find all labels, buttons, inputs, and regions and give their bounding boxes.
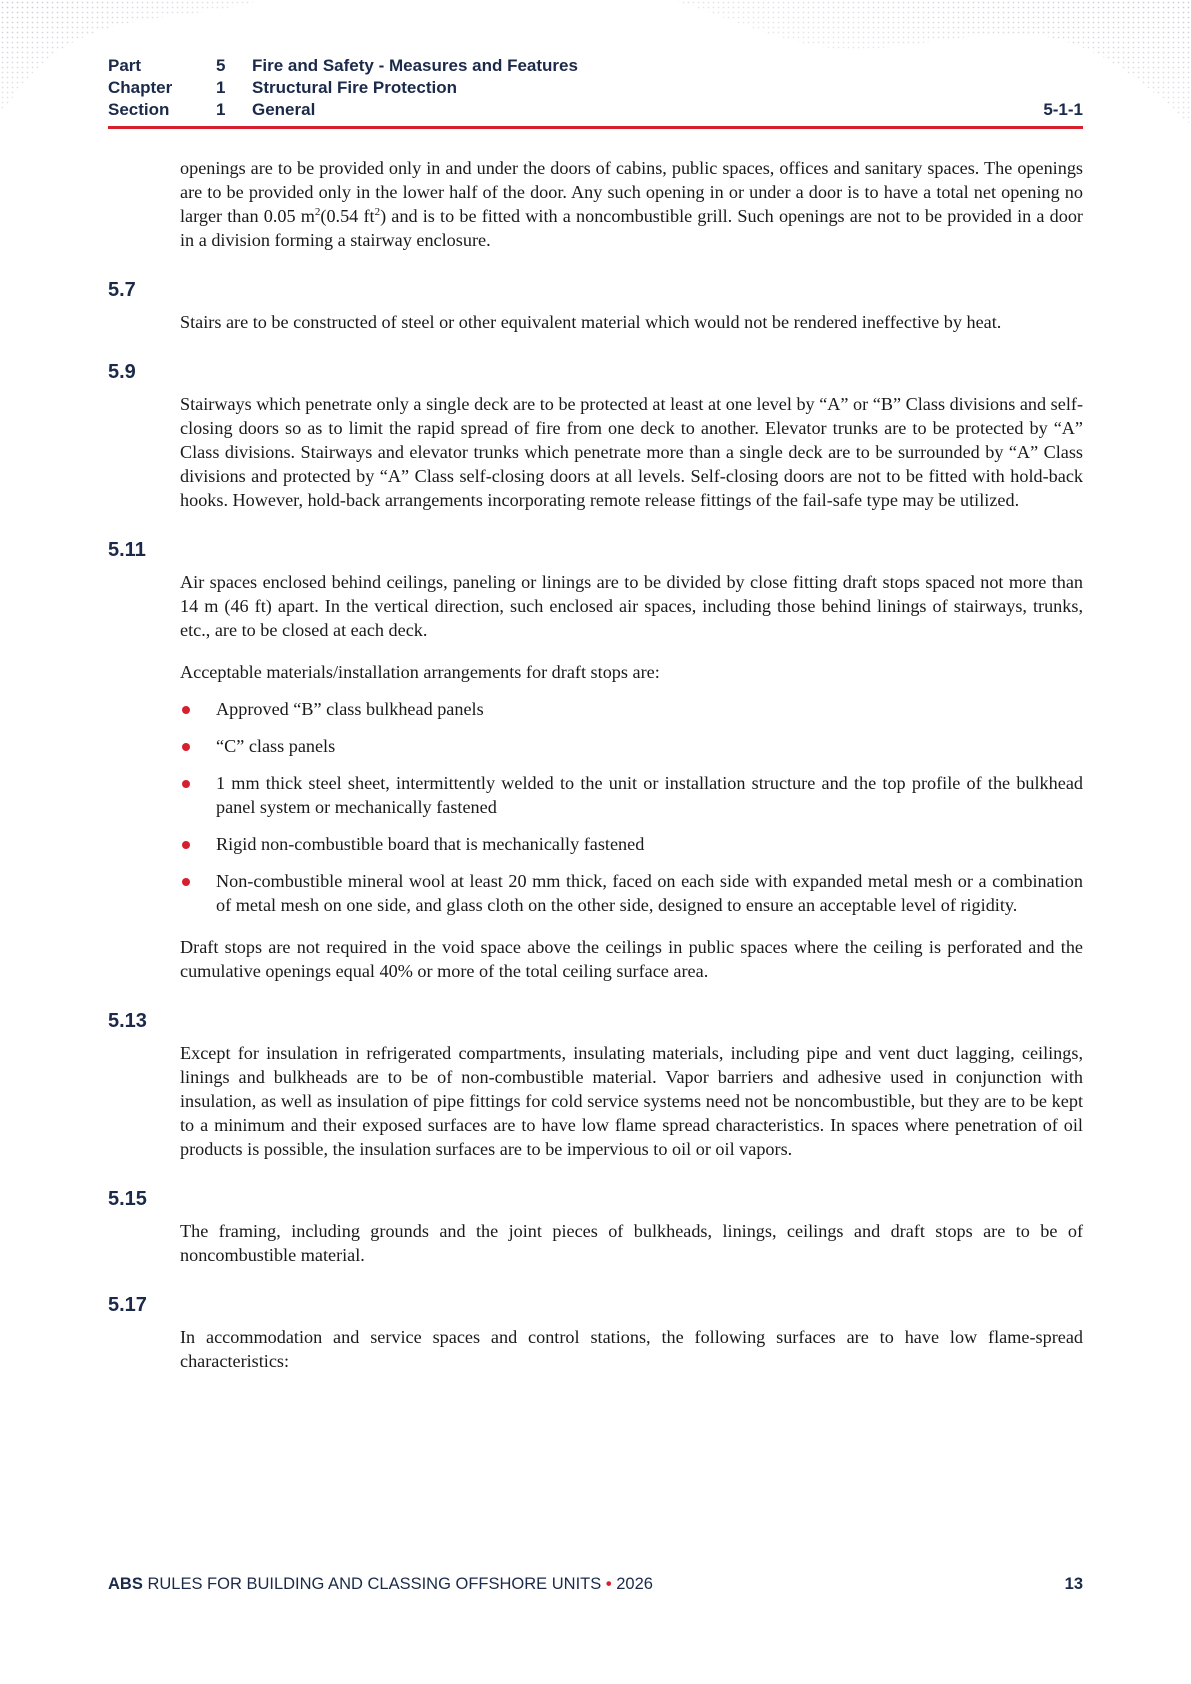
bullet-icon xyxy=(182,780,190,788)
page-number: 13 xyxy=(1064,1575,1083,1593)
chapter-title: Structural Fire Protection xyxy=(252,78,457,97)
bullet-icon xyxy=(182,706,190,714)
section-number: 1 xyxy=(216,100,226,119)
section-paragraph: Draft stops are not required in the void space above the ceilings in public spaces where the ceiling is perforated and the cumulative openings equal 40% or more of the total ceiling surface area. xyxy=(180,937,1083,981)
chapter-label: Chapter xyxy=(108,78,173,97)
bullet-icon xyxy=(182,841,190,849)
section-paragraph: Air spaces enclosed behind ceilings, paneling or linings are to be divided by close fitting draft stops spaced not more than 14 m (46 ft) apart. In the vertical direction, such enclosed air spaces, including those behind linings of stairways, trunks, etc., are to be closed at each deck. xyxy=(180,572,1083,640)
header-part-row xyxy=(108,55,1083,77)
section-paragraph: In accommodation and service spaces and control stations, the following surfaces are to have low flame-spread characteristics: xyxy=(180,1327,1083,1371)
section-5-17 xyxy=(108,1293,1083,1373)
section-paragraph: Except for insulation in refrigerated compartments, insulating materials, including pipe and vent duct lagging, ceilings, linings and bulkheads are to be of non-combustible material. Vapor barriers and adhesive used in conjunction with insulation, as well as insulation of pipe fittings for cold service systems need not be noncombustible, but they are to be kept to a minimum and their exposed surfaces are to have low flame spread characteristics. In spaces where penetration of oil products is possible, the insulation surfaces are to be impervious to oil or oil vapors. xyxy=(180,1043,1083,1159)
section-heading: 5.13 xyxy=(108,1010,147,1032)
section-paragraph: Stairs are to be constructed of steel or other equivalent material which would not be rendered ineffective by heat. xyxy=(180,312,1002,332)
intro-paragraph: openings are to be provided only in and under the doors of cabins, public spaces, offices and sanitary spaces. The openings are to be provided only in the lower half of the door. Any such opening in or under a door is to have a total net opening no larger than 0.05 $m^2(0.54$ $ft^2$) and is to be fitted with a noncombustible grill. Such openings are not to be provided in a door in a division forming a stairway enclosure. xyxy=(180,158,1083,250)
footer-brand: ABS xyxy=(108,1575,143,1593)
section-5-15 xyxy=(108,1187,1083,1267)
section-5-9 xyxy=(108,360,1083,512)
list-item: 1 mm thick steel sheet, intermittently welded to the unit or installation structure and the top profile of the bulkhead panel system or mechanically fastened xyxy=(180,771,1083,819)
draft-stop-list xyxy=(180,697,1083,917)
section-label: Section xyxy=(108,100,170,119)
main-content xyxy=(108,156,1083,1373)
header-divider xyxy=(108,126,1083,129)
part-number: 5 xyxy=(216,56,226,75)
part-label: Part xyxy=(108,56,142,75)
section-heading: 5.7 xyxy=(108,279,136,301)
section-heading: 5.17 xyxy=(108,1294,147,1316)
section-reference: 5-1-1 xyxy=(1043,100,1083,119)
section-5-11 xyxy=(108,538,1083,983)
section-paragraph: Stairways which penetrate only a single deck are to be protected at least at one level by “A” or “B” Class divisions and self-closing doors so as to limit the rapid spread of fire from one deck to another. Elevator trunks are to be protected by “A” Class divisions. Stairways and elevator trunks which penetrate more than a single deck are to be surrounded by “A” Class divisions and protected by “A” Class self-closing doors at all levels. Self-closing doors are not to be fitted with hold-back hooks. However, hold-back arrangements incorporating remote release fittings of the fail-safe type may be utilized. xyxy=(180,394,1083,510)
header-section-row xyxy=(108,99,1083,121)
section-heading: 5.11 xyxy=(108,539,146,561)
bullet-icon xyxy=(182,878,190,886)
footer-title: RULES FOR BUILDING AND CLASSING OFFSHORE UNITS xyxy=(147,1575,602,1593)
footer-year: 2026 xyxy=(616,1575,653,1593)
list-item: “C” class panels xyxy=(180,734,1083,758)
page-footer xyxy=(108,1573,1083,1595)
section-5-13 xyxy=(108,1009,1083,1161)
section-heading: 5.15 xyxy=(108,1188,147,1210)
list-item: Non-combustible mineral wool at least 20 mm thick, faced on each side with expanded metal mesh or a combination of metal mesh on one side, and glass cloth on the other side, designed to ensure an acceptable level of rigidity. xyxy=(180,869,1083,917)
header-chapter-row xyxy=(108,77,1083,99)
list-item: Approved “B” class bulkhead panels xyxy=(180,697,1083,721)
section-paragraph: The framing, including grounds and the joint pieces of bulkheads, linings, ceilings and draft stops are to be of noncombustible material. xyxy=(180,1221,1083,1265)
section-title: General xyxy=(252,100,316,119)
footer-separator: • xyxy=(605,1575,612,1593)
section-paragraph: Acceptable materials/installation arrangements for draft stops are: xyxy=(180,662,660,682)
part-title: Fire and Safety - Measures and Features xyxy=(252,56,578,75)
running-header xyxy=(108,55,1083,121)
section-5-7 xyxy=(108,278,1083,334)
list-item: Rigid non-combustible board that is mechanically fastened xyxy=(180,832,1083,856)
section-heading: 5.9 xyxy=(108,361,136,383)
chapter-number: 1 xyxy=(216,78,226,97)
bullet-icon xyxy=(182,743,190,751)
